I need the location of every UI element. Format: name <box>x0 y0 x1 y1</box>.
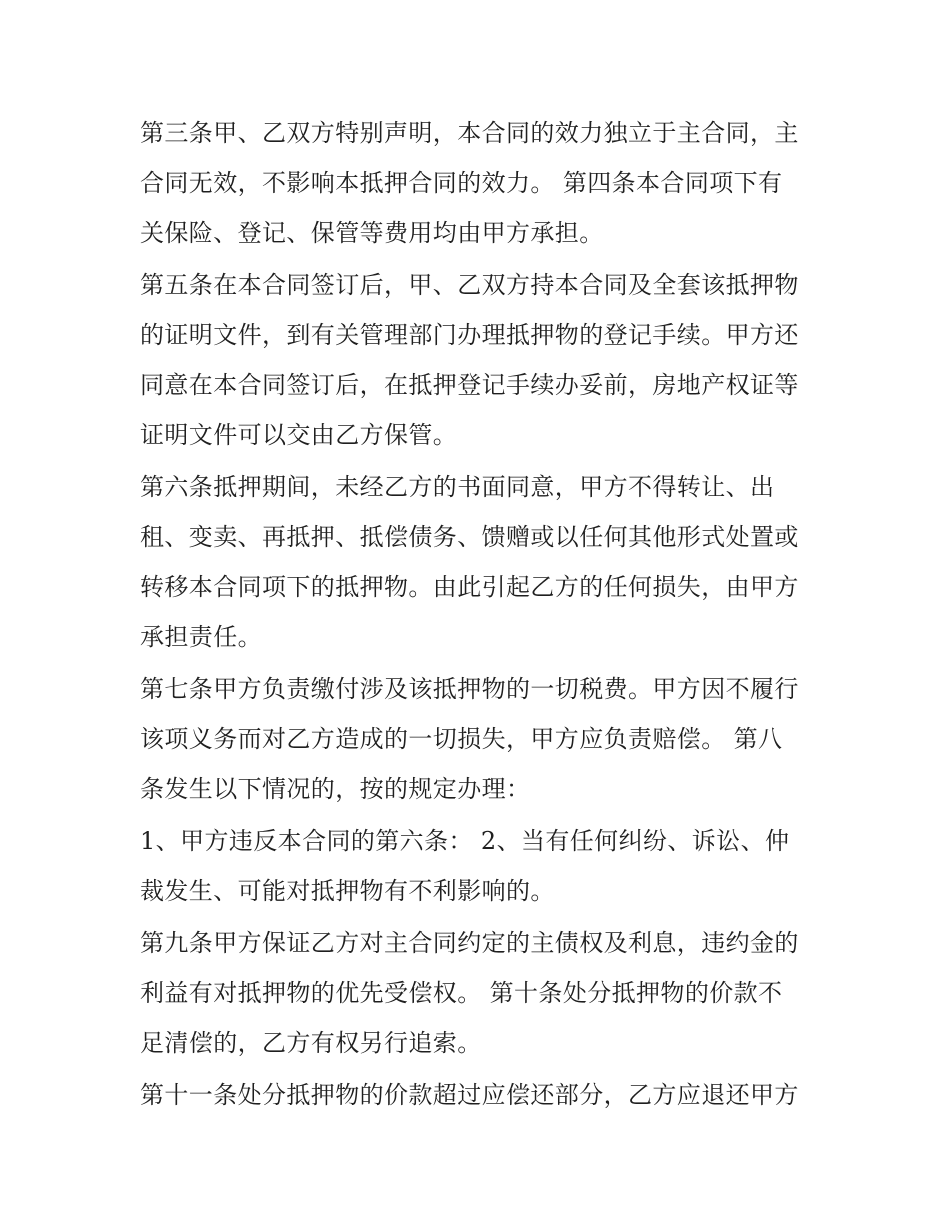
clause-11 <box>140 1070 812 1120</box>
clause-5 <box>140 260 812 460</box>
text-line: 裁发生、可能对抵押物有不利影响的。 <box>140 877 555 905</box>
document-body <box>140 108 812 1120</box>
text-line: 的证明文件，到有关管理部门办理抵押物的登记手续。甲方还 <box>140 321 799 349</box>
text-line: 该项义务而对乙方造成的一切损失，甲方应负责赔偿。 第八 <box>140 725 783 753</box>
clause-9-10 <box>140 918 812 1068</box>
clause-3-4 <box>140 108 812 258</box>
text-line: 1、甲方违反本合同的第六条： 2、当有任何纠纷、诉讼、仲 <box>140 827 790 855</box>
text-line: 证明文件可以交由乙方保管。 <box>140 421 458 449</box>
text-line: 承担责任。 <box>140 623 262 651</box>
text-line: 第五条在本合同签订后，甲、乙双方持本合同及全套该抵押物 <box>140 271 799 299</box>
text-line: 第七条甲方负责缴付涉及该抵押物的一切税费。甲方因不履行 <box>140 675 799 703</box>
text-line: 利益有对抵押物的优先受偿权。 第十条处分抵押物的价款不 <box>140 979 783 1007</box>
clause-6 <box>140 462 812 662</box>
text-line: 条发生以下情况的，按的规定办理： <box>140 775 531 803</box>
text-line: 第十一条处分抵押物的价款超过应偿还部分，乙方应退还甲方 <box>140 1081 799 1109</box>
text-line: 租、变卖、再抵押、抵偿债务、馈赠或以任何其他形式处置或 <box>140 523 799 551</box>
text-line: 第三条甲、乙双方特别声明，本合同的效力独立于主合同，主 <box>140 119 799 147</box>
text-line: 合同无效，不影响本抵押合同的效力。 第四条本合同项下有 <box>140 169 783 197</box>
text-line: 第六条抵押期间，未经乙方的书面同意，甲方不得转让、出 <box>140 473 775 501</box>
text-line: 同意在本合同签订后，在抵押登记手续办妥前，房地产权证等 <box>140 371 799 399</box>
text-line: 第九条甲方保证乙方对主合同约定的主债权及利息，违约金的 <box>140 929 799 957</box>
clause-8-items <box>140 816 812 916</box>
text-line: 转移本合同项下的抵押物。由此引起乙方的任何损失，由甲方 <box>140 573 799 601</box>
text-line: 足清偿的，乙方有权另行追索。 <box>140 1029 482 1057</box>
text-line: 关保险、登记、保管等费用均由甲方承担。 <box>140 219 604 247</box>
clause-7-8 <box>140 664 812 814</box>
